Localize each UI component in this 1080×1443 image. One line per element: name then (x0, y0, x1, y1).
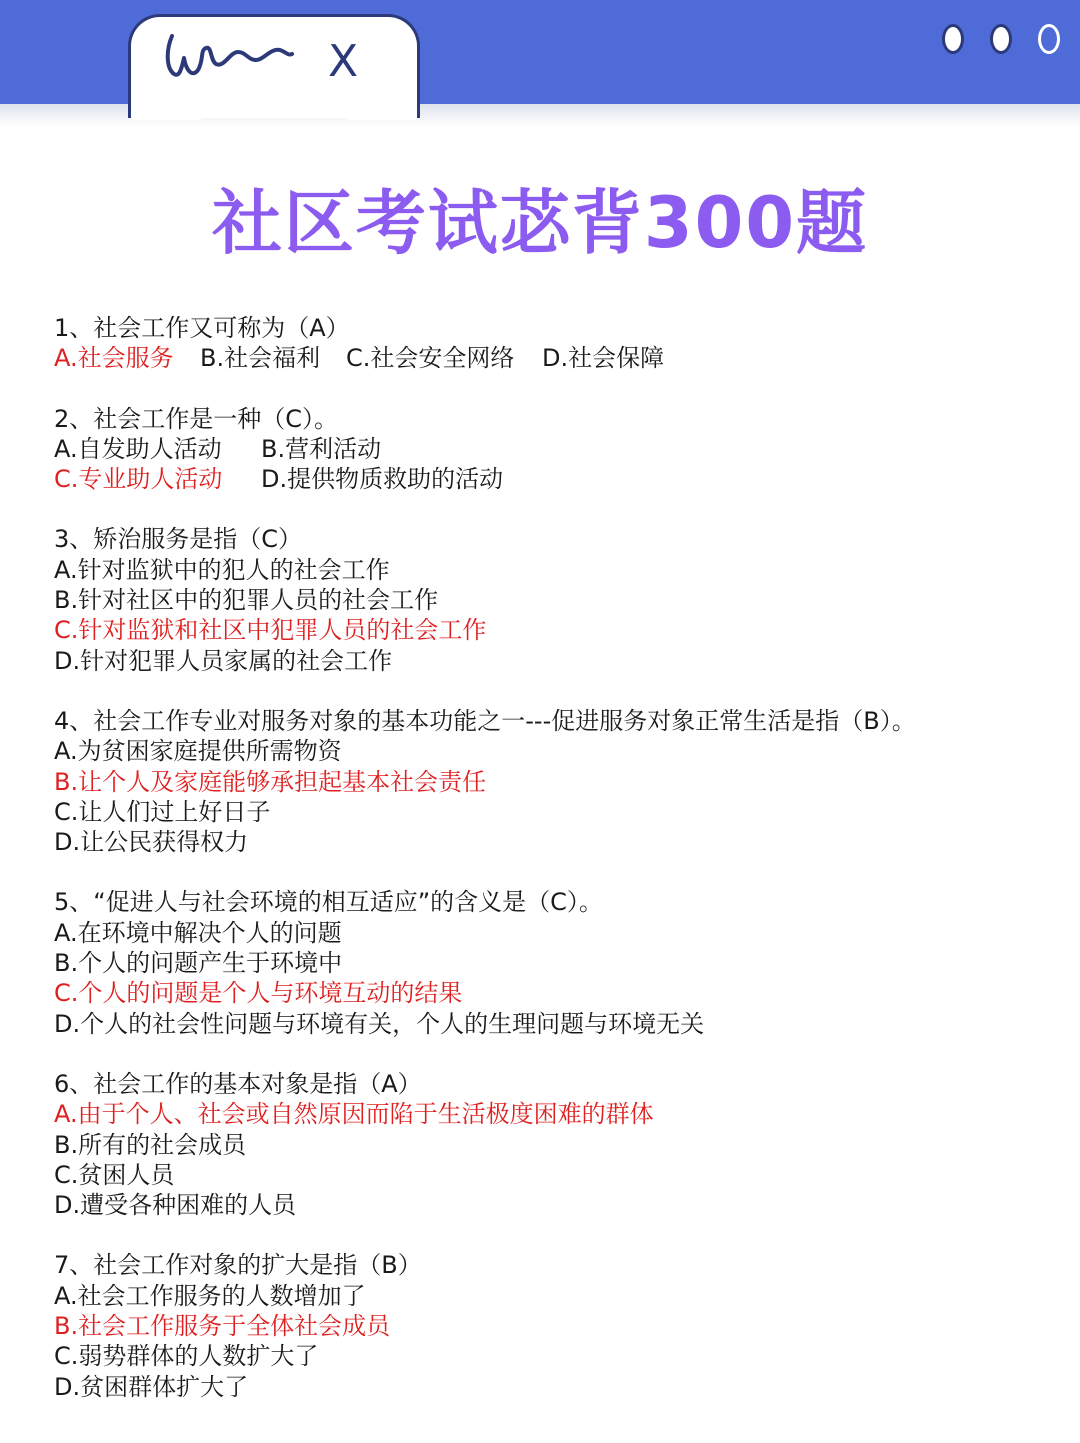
option: A.为贫困家庭提供所需物资 (54, 737, 342, 766)
option: D.遭受各种困难的人员 (54, 1191, 297, 1220)
option-row (54, 343, 1054, 373)
option: B.所有的社会成员 (54, 1130, 247, 1159)
question-item (54, 1069, 1054, 1220)
question-item (54, 404, 1054, 495)
option: D.贫困群体扩大了 (54, 1372, 249, 1401)
question-item (54, 706, 1054, 857)
tab-close-icon[interactable]: X (328, 36, 359, 87)
option: C.弱势群体的人数扩大了 (54, 1342, 319, 1371)
option-correct: C.针对监狱和社区中犯罪人员的社会工作 (54, 616, 487, 645)
option: B.针对社区中的犯罪人员的社会工作 (54, 586, 439, 615)
option: C.贫困人员 (54, 1160, 175, 1189)
option-row (54, 464, 1054, 494)
tab-right-foot (347, 90, 417, 120)
option-correct: B.让个人及家庭能够承担起基本社会责任 (54, 767, 487, 796)
option: D.提供物质救助的活动 (261, 465, 504, 494)
question-item (54, 1250, 1054, 1401)
question-stem: 5、“促进人与社会环境的相互适应”的含义是（C）。 (54, 888, 603, 917)
option: D.个人的社会性问题与环境有关，个人的生理问题与环境无关 (54, 1009, 705, 1038)
question-stem: 6、社会工作的基本对象是指（A） (54, 1069, 422, 1098)
option: D.让公民获得权力 (54, 828, 249, 857)
option-correct: B.社会工作服务于全体社会成员 (54, 1312, 391, 1341)
question-stem: 4、社会工作专业对服务对象的基本功能之一---促进服务对象正常生活是指（B）。 (54, 706, 916, 735)
option: A.在环境中解决个人的问题 (54, 918, 342, 947)
question-item (54, 524, 1054, 675)
question-stem: 3、矫治服务是指（C） (54, 525, 303, 554)
option: D.针对犯罪人员家属的社会工作 (54, 646, 393, 675)
option: A.针对监狱中的犯人的社会工作 (54, 555, 390, 584)
option-correct: C.专业助人活动 (54, 465, 223, 494)
question-stem: 7、社会工作对象的扩大是指（B） (54, 1251, 422, 1280)
option-correct: A.由于个人、社会或自然原因而陷于生活极度困难的群体 (54, 1100, 654, 1129)
tab-left-foot (131, 90, 201, 120)
window-dot-hollow-icon[interactable] (1038, 24, 1060, 54)
tab-scribble-icon (160, 30, 300, 86)
option: B.社会福利 (200, 344, 321, 373)
question-list (54, 313, 1054, 1432)
option: B.营利活动 (261, 434, 382, 463)
window-dot-icon[interactable] (990, 24, 1012, 54)
option: C.社会安全网络 (346, 344, 515, 373)
option: C.让人们过上好日子 (54, 797, 271, 826)
option-correct: C.个人的问题是个人与环境互动的结果 (54, 979, 463, 1008)
question-item (54, 887, 1054, 1038)
option: A.自发助人活动 (54, 434, 222, 463)
option: B.个人的问题产生于环境中 (54, 949, 343, 978)
option: D.社会保障 (542, 344, 665, 373)
question-stem: 1、社会工作又可称为（A） (54, 314, 350, 342)
question-stem: 2、社会工作是一种（C）。 (54, 404, 339, 433)
question-item (54, 313, 1054, 374)
option: A.社会工作服务的人数增加了 (54, 1281, 366, 1310)
option-correct: A.社会服务 (54, 344, 174, 373)
window-controls (942, 24, 1060, 54)
window-dot-icon[interactable] (942, 24, 964, 54)
document-title: 社区考试苾背300题 (211, 182, 869, 264)
option-row (54, 434, 1054, 464)
